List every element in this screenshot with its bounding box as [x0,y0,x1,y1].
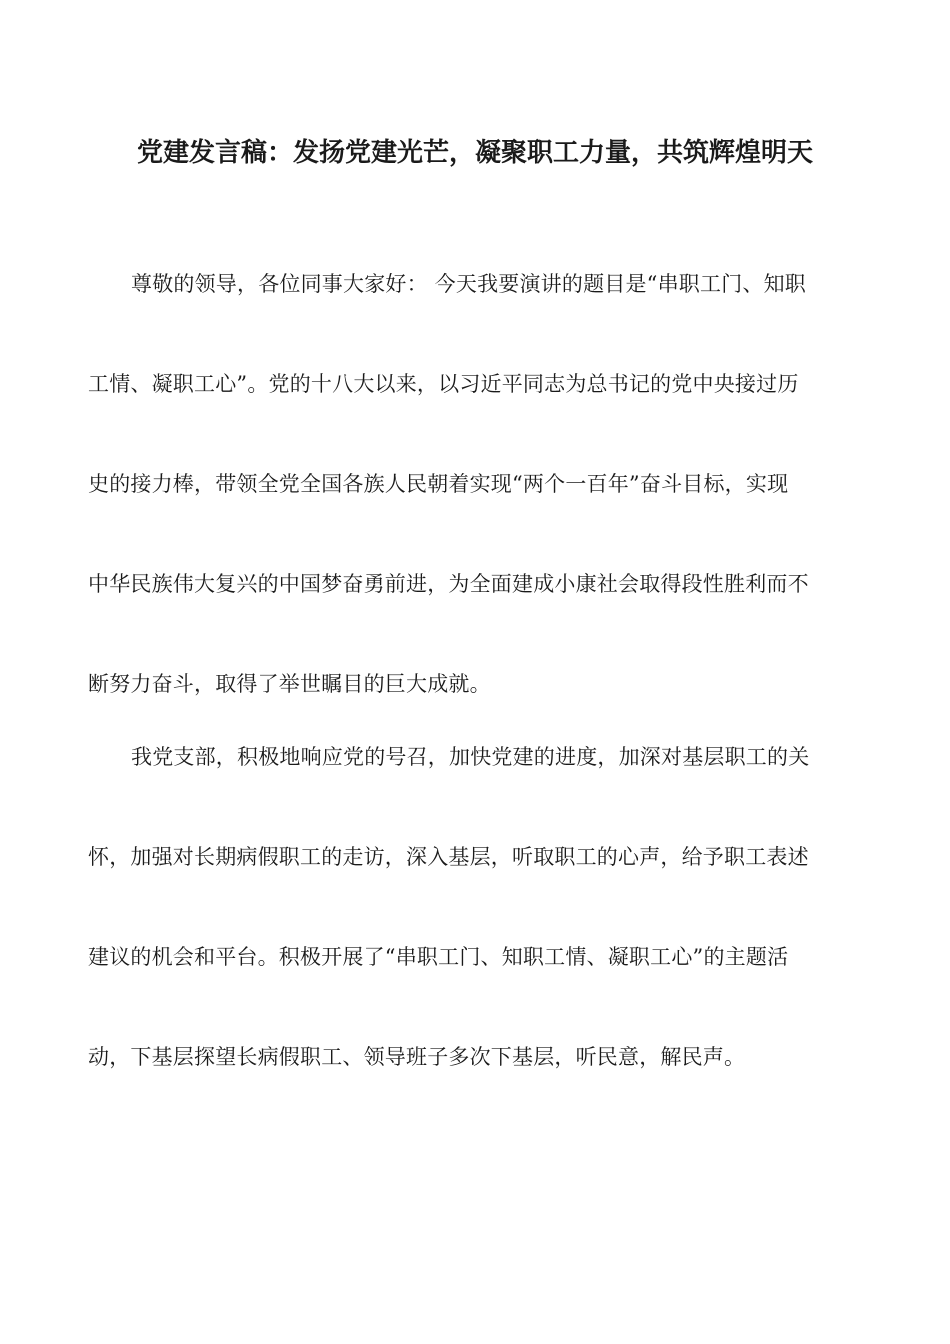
paragraph-line: 我党支部，积极地响应党的号召，加快党建的进度，加深对基层职工的关 [131,745,810,769]
paragraph-line: 建议的机会和平台。积极开展了“串职工门、知职工情、凝职工心”的主题活 [88,945,789,969]
paragraph-line: 工情、凝职工心”。党的十八大以来，以习近平同志为总书记的党中央接过历 [88,372,799,396]
paragraph-line: 怀，加强对长期病假职工的走访，深入基层，听取职工的心声，给予职工表述 [88,845,809,869]
paragraph-line: 尊敬的领导，各位同事大家好： 今天我要演讲的题目是“串职工门、知职 [131,272,807,296]
paragraph-line: 中华民族伟大复兴的中国梦奋勇前进，为全面建成小康社会取得段性胜利而不 [88,572,809,596]
paragraph-line: 史的接力棒，带领全党全国各族人民朝着实现“两个一百年”奋斗目标，实现 [88,472,789,496]
paragraph-line: 动，下基层探望长病假职工、领导班子多次下基层，听民意，解民声。 [88,1045,746,1069]
document-title: 党建发言稿：发扬党建光芒，凝聚职工力量，共筑辉煌明天 [136,138,813,168]
paragraph-line: 断努力奋斗，取得了举世瞩目的巨大成就。 [88,672,491,696]
